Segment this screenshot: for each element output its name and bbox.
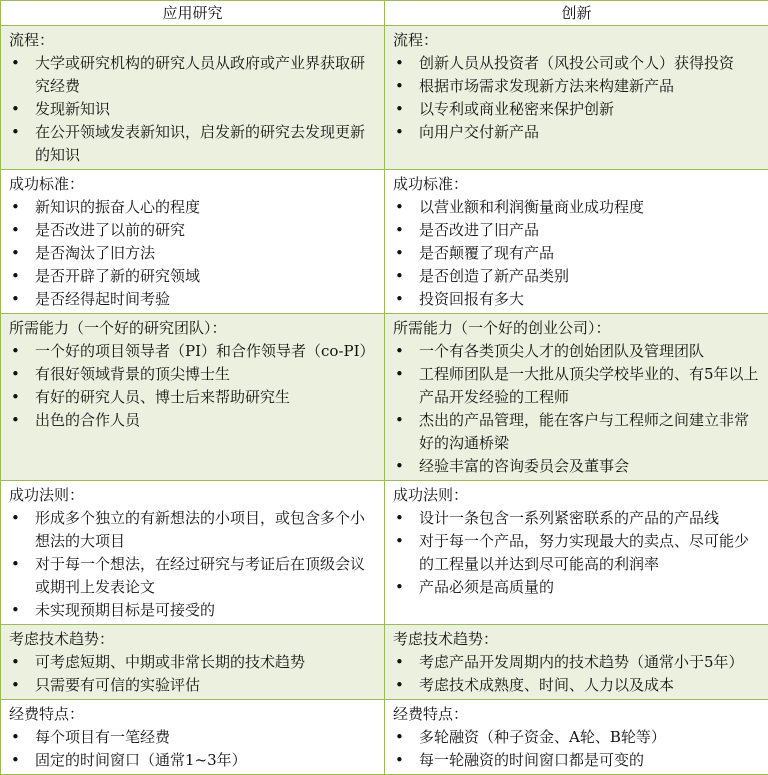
bullet-icon: • — [395, 726, 404, 749]
list-item — [393, 726, 762, 749]
bullet-icon: • — [395, 242, 404, 265]
list-item — [393, 409, 762, 455]
list-item — [9, 340, 378, 363]
bullet-icon: • — [395, 219, 404, 242]
list-item — [393, 196, 762, 219]
bullet-icon: • — [395, 121, 404, 144]
list-item — [9, 288, 378, 311]
bullet-list — [9, 52, 378, 167]
bullet-icon: • — [395, 409, 404, 432]
cell-right — [385, 314, 768, 481]
list-item — [393, 651, 762, 674]
item-text: 是否创造了新产品类别 — [419, 267, 569, 285]
item-text: 大学或研究机构的研究人员从政府或产业界获取研究经费 — [35, 54, 365, 95]
section-title: 成功法则： — [9, 484, 378, 507]
item-text: 新知识的振奋人心的程度 — [35, 198, 200, 216]
bullet-icon: • — [395, 98, 404, 121]
list-item — [9, 386, 378, 409]
bullet-icon: • — [395, 363, 404, 386]
item-text: 一个有各类顶尖人才的创始团队及管理团队 — [419, 342, 704, 360]
bullet-icon: • — [11, 242, 20, 265]
cell-left — [1, 170, 385, 314]
list-item — [9, 507, 378, 553]
row-success-rules — [1, 481, 768, 625]
list-item — [9, 265, 378, 288]
list-item — [9, 409, 378, 432]
item-text: 有好的研究人员、博士后来帮助研究生 — [35, 388, 290, 406]
bullet-list — [393, 340, 762, 478]
item-text: 形成多个独立的有新想法的小项目，或包含多个小想法的大项目 — [35, 509, 365, 550]
list-item — [9, 121, 378, 167]
bullet-icon: • — [11, 340, 20, 363]
bullet-icon: • — [395, 52, 404, 75]
row-required-capabilities — [1, 314, 768, 481]
item-text: 发现新知识 — [35, 100, 110, 118]
list-item — [393, 242, 762, 265]
item-text: 杰出的产品管理，能在客户与工程师之间建立非常好的沟通桥梁 — [419, 411, 749, 452]
header-applied-research: 应用研究 — [1, 1, 385, 26]
header-innovation: 创新 — [385, 1, 768, 26]
item-text: 对于每一个想法，在经过研究与考证后在顶级会议或期刊上发表论文 — [35, 555, 365, 596]
list-item — [393, 75, 762, 98]
item-text: 考虑产品开发周期内的技术趋势（通常小于5年） — [419, 653, 744, 671]
bullet-icon: • — [11, 265, 20, 288]
item-text: 对于每一个产品，努力实现最大的卖点、尽可能少的工程量以并达到尽可能高的利润率 — [419, 532, 749, 573]
item-text: 工程师团队是一大批从顶尖学校毕业的、有5年以上产品开发经验的工程师 — [419, 365, 759, 406]
item-text: 是否淘汰了旧方法 — [35, 244, 155, 262]
list-item — [9, 553, 378, 599]
section-title: 考虑技术趋势： — [9, 628, 378, 651]
list-item — [9, 726, 378, 749]
bullet-icon: • — [11, 363, 20, 386]
list-item — [9, 599, 378, 622]
bullet-icon: • — [395, 196, 404, 219]
list-item — [393, 98, 762, 121]
item-text: 出色的合作人员 — [35, 411, 140, 429]
bullet-icon: • — [11, 599, 20, 622]
bullet-icon: • — [395, 75, 404, 98]
bullet-icon: • — [11, 553, 20, 576]
list-item — [9, 363, 378, 386]
cell-right — [385, 700, 768, 775]
list-item — [393, 363, 762, 409]
cell-right — [385, 170, 768, 314]
cell-left — [1, 481, 385, 625]
section-title: 考虑技术趋势： — [393, 628, 762, 651]
item-text: 多轮融资（种子资金、A轮、B轮等） — [419, 728, 666, 746]
bullet-list — [393, 52, 762, 144]
section-title: 经费特点： — [393, 703, 762, 726]
item-text: 是否颠覆了现有产品 — [419, 244, 554, 262]
list-item — [9, 98, 378, 121]
list-item — [393, 530, 762, 576]
item-text: 是否改进了旧产品 — [419, 221, 539, 239]
bullet-icon: • — [11, 674, 20, 697]
list-item — [9, 749, 378, 772]
bullet-icon: • — [11, 98, 20, 121]
section-title: 经费特点： — [9, 703, 378, 726]
cell-right — [385, 26, 768, 170]
cell-right — [385, 625, 768, 700]
item-text: 可考虑短期、中期或非常长期的技术趋势 — [35, 653, 305, 671]
list-item — [393, 265, 762, 288]
section-title: 流程： — [393, 29, 762, 52]
bullet-icon: • — [11, 121, 20, 144]
header-row — [1, 1, 768, 26]
list-item — [393, 121, 762, 144]
section-title: 成功标准： — [9, 173, 378, 196]
bullet-icon: • — [395, 340, 404, 363]
item-text: 产品必须是高质量的 — [419, 578, 554, 596]
list-item — [393, 52, 762, 75]
bullet-list — [9, 726, 378, 772]
list-item — [393, 455, 762, 478]
item-text: 根据市场需求发现新方法来构建新产品 — [419, 77, 674, 95]
item-text: 以专利或商业秘密来保护创新 — [419, 100, 614, 118]
list-item — [393, 219, 762, 242]
bullet-icon: • — [11, 386, 20, 409]
bullet-icon: • — [11, 409, 20, 432]
section-title: 成功法则： — [393, 484, 762, 507]
bullet-list — [9, 340, 378, 432]
bullet-icon: • — [11, 52, 20, 75]
bullet-icon: • — [11, 726, 20, 749]
bullet-list — [393, 651, 762, 697]
item-text: 在公开领域发表新知识，启发新的研究去发现更新的知识 — [35, 123, 365, 164]
item-text: 向用户交付新产品 — [419, 123, 539, 141]
list-item — [9, 674, 378, 697]
bullet-list — [9, 507, 378, 622]
item-text: 设计一条包含一系列紧密联系的产品的产品线 — [419, 509, 719, 527]
item-text: 固定的时间窗口（通常1~3年） — [35, 751, 247, 769]
cell-left — [1, 700, 385, 775]
bullet-icon: • — [395, 674, 404, 697]
row-funding — [1, 700, 768, 775]
bullet-icon: • — [395, 265, 404, 288]
item-text: 创新人员从投资者（风投公司或个人）获得投资 — [419, 54, 734, 72]
item-text: 是否改进了以前的研究 — [35, 221, 185, 239]
row-tech-trends — [1, 625, 768, 700]
bullet-icon: • — [395, 507, 404, 530]
item-text: 是否开辟了新的研究领域 — [35, 267, 200, 285]
bullet-icon: • — [11, 288, 20, 311]
bullet-icon: • — [11, 749, 20, 772]
bullet-icon: • — [11, 507, 20, 530]
bullet-icon: • — [395, 651, 404, 674]
list-item — [9, 651, 378, 674]
item-text: 以营业额和利润衡量商业成功程度 — [419, 198, 644, 216]
cell-left — [1, 625, 385, 700]
cell-left — [1, 314, 385, 481]
bullet-icon: • — [11, 219, 20, 242]
section-title: 所需能力（一个好的创业公司）： — [393, 317, 762, 340]
list-item — [393, 749, 762, 772]
bullet-list — [393, 726, 762, 772]
item-text: 每个项目有一笔经费 — [35, 728, 170, 746]
section-title: 流程： — [9, 29, 378, 52]
list-item — [393, 340, 762, 363]
item-text: 一个好的项目领导者（PI）和合作领导者（co-PI） — [35, 342, 375, 360]
list-item — [393, 288, 762, 311]
item-text: 是否经得起时间考验 — [35, 290, 170, 308]
bullet-list — [9, 196, 378, 311]
item-text: 考虑技术成熟度、时间、人力以及成本 — [419, 676, 674, 694]
bullet-icon: • — [395, 576, 404, 599]
cell-left — [1, 26, 385, 170]
section-title: 所需能力（一个好的研究团队）： — [9, 317, 378, 340]
bullet-icon: • — [395, 288, 404, 311]
bullet-list — [393, 507, 762, 599]
row-process — [1, 26, 768, 170]
section-title: 成功标准： — [393, 173, 762, 196]
list-item — [9, 219, 378, 242]
list-item — [393, 674, 762, 697]
item-text: 投资回报有多大 — [419, 290, 524, 308]
bullet-icon: • — [11, 651, 20, 674]
bullet-icon: • — [395, 455, 404, 478]
item-text: 每一轮融资的时间窗口都是可变的 — [419, 751, 644, 769]
list-item — [9, 52, 378, 98]
cell-right — [385, 481, 768, 625]
bullet-icon: • — [11, 196, 20, 219]
list-item — [393, 576, 762, 599]
list-item — [393, 507, 762, 530]
list-item — [9, 196, 378, 219]
list-item — [9, 242, 378, 265]
item-text: 未实现预期目标是可接受的 — [35, 601, 215, 619]
row-success-criteria — [1, 170, 768, 314]
item-text: 有很好领域背景的顶尖博士生 — [35, 365, 230, 383]
bullet-icon: • — [395, 749, 404, 772]
item-text: 只需要有可信的实验评估 — [35, 676, 200, 694]
item-text: 经验丰富的咨询委员会及董事会 — [419, 457, 629, 475]
bullet-list — [393, 196, 762, 311]
bullet-list — [9, 651, 378, 697]
bullet-icon: • — [395, 530, 404, 553]
